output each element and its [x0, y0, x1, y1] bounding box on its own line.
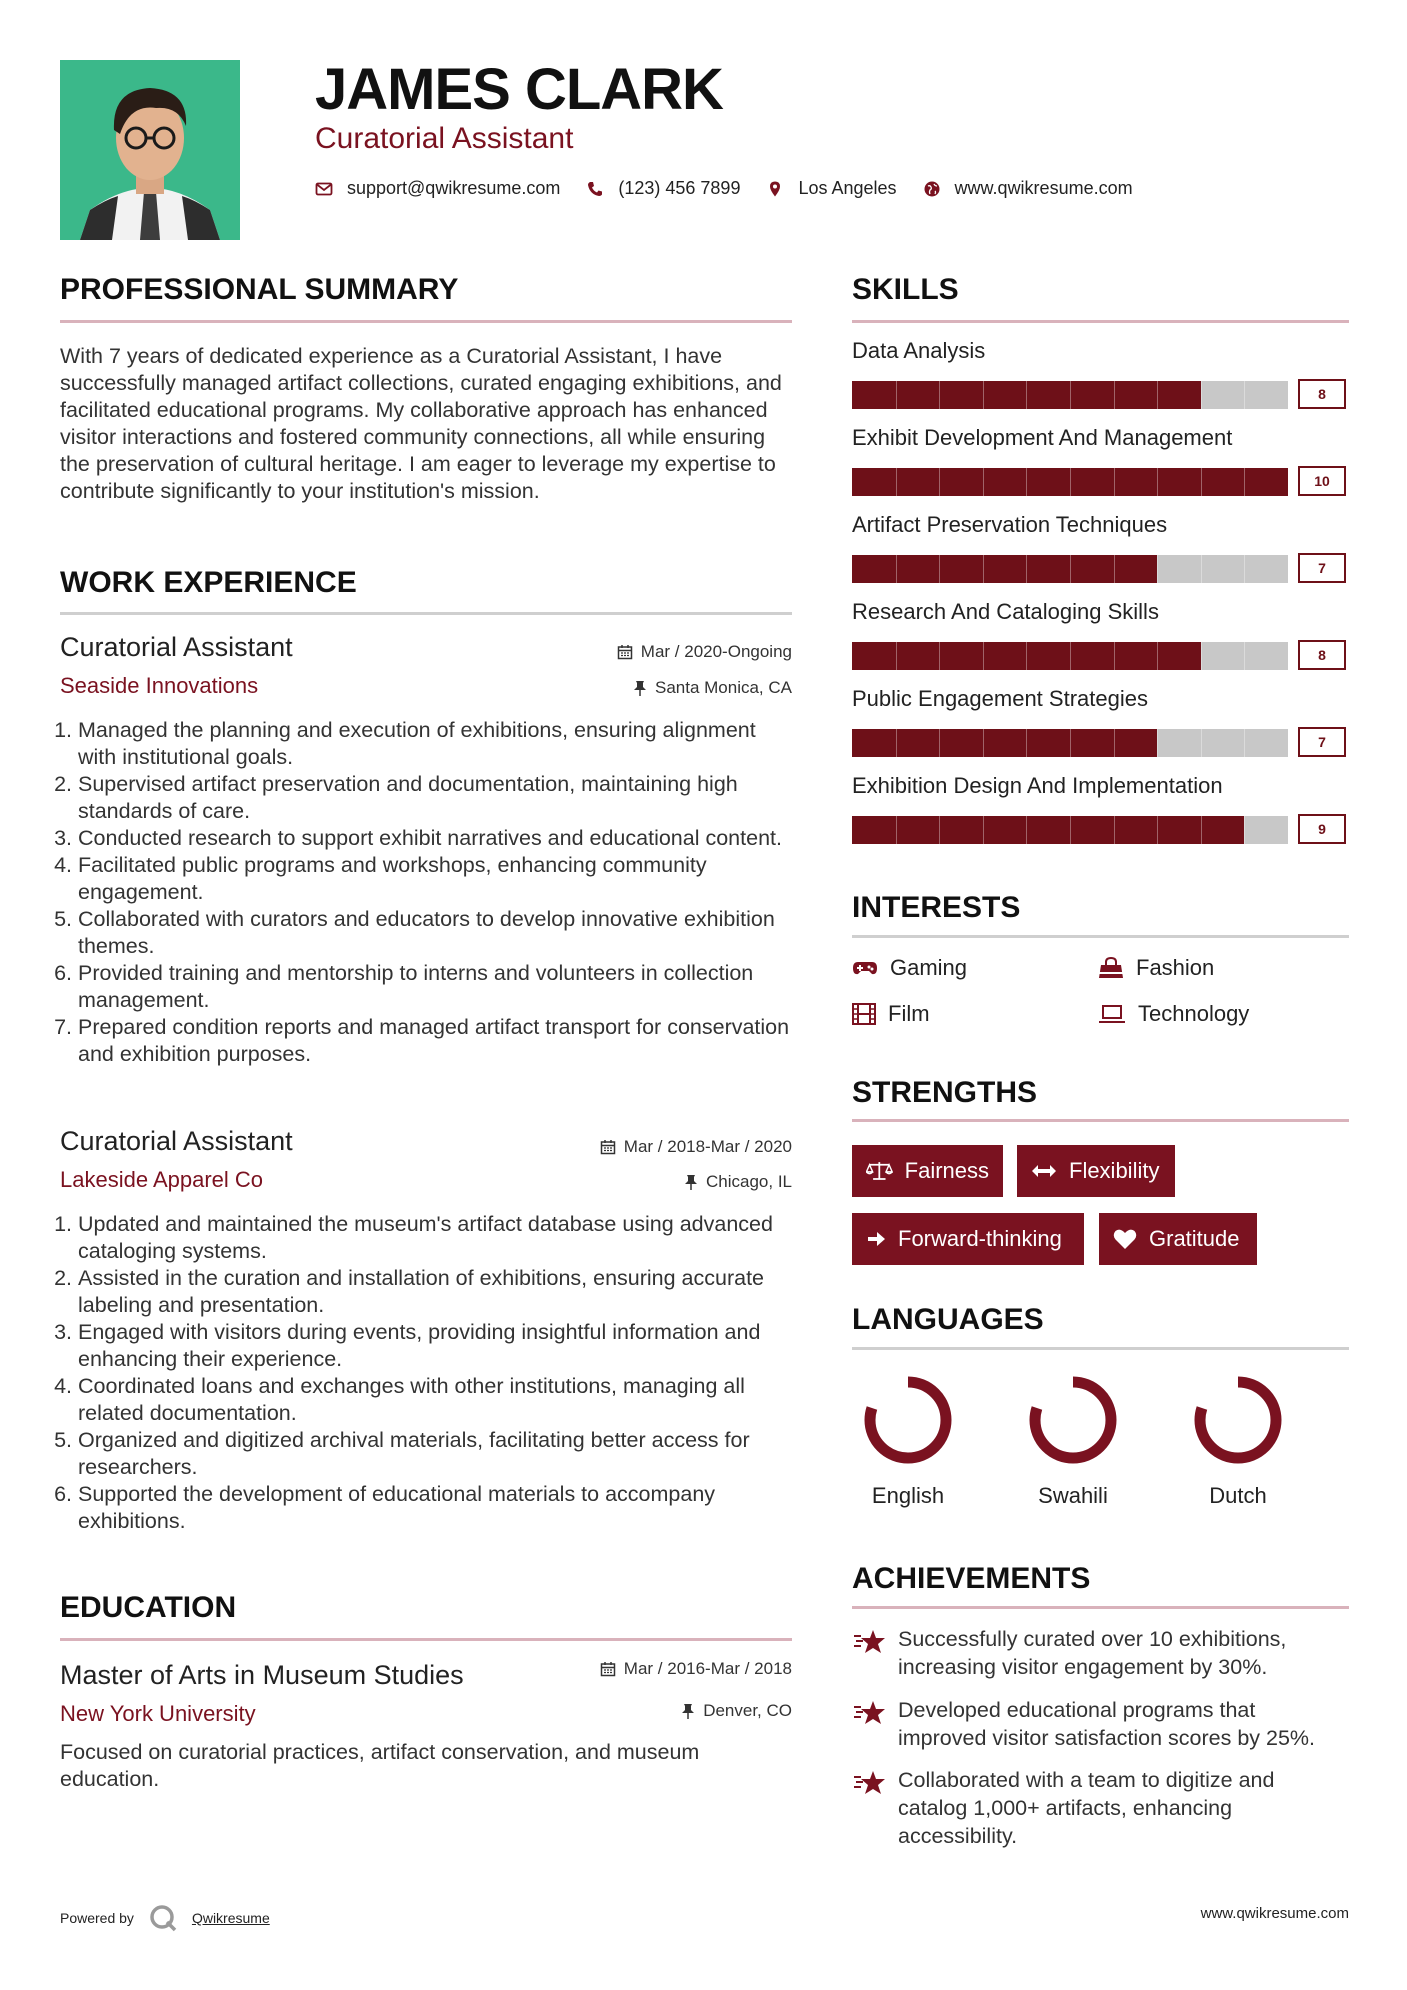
- skill-level-value: 8: [1298, 379, 1346, 409]
- footer-powered: [60, 1903, 270, 1933]
- skill-level-fill: [852, 729, 1157, 757]
- education-school: New York University: [60, 1701, 256, 1726]
- skill-level-value: 7: [1298, 727, 1346, 757]
- skill-bar-segment: [983, 468, 984, 496]
- job-1-bullet: 3. Conducted research to support exhibit narratives and educational content.: [78, 825, 792, 852]
- skill-bar-segment: [939, 555, 940, 583]
- pushpin-icon: [684, 1174, 698, 1190]
- skill-bar-segment: [939, 642, 940, 670]
- skill-bar-segment: [939, 816, 940, 844]
- skill-level-value: 7: [1298, 553, 1346, 583]
- skill-bar-segment: [1244, 642, 1245, 670]
- education-date-text: Mar / 2016-Mar / 2018: [623, 1659, 792, 1678]
- job-1-bullet: 1. Managed the planning and execution of exhibitions, ensuring alignment with institutional goals.: [78, 717, 792, 771]
- strength-label: Fairness: [904, 1158, 989, 1183]
- job-1-location-text: Santa Monica, CA: [654, 678, 792, 697]
- skill-bar-segment: [1026, 468, 1027, 496]
- skill-bar-segment: [1201, 555, 1202, 583]
- strength-gratitude: [1099, 1213, 1257, 1265]
- skill-name: Exhibit Development And Management: [852, 425, 1233, 450]
- experience-divider: [60, 612, 792, 615]
- achievement-item: [852, 1696, 1349, 1752]
- achievements-divider: [852, 1606, 1349, 1609]
- job-2-title: Curatorial Assistant: [60, 1126, 293, 1156]
- language-proficiency-arc: [1035, 1382, 1111, 1458]
- strength-flexibility: [1017, 1145, 1175, 1197]
- skill-level-fill: [852, 816, 1244, 844]
- skill-name: Research And Cataloging Skills: [852, 599, 1159, 624]
- skill-bar-segment: [1157, 729, 1158, 757]
- skill-bar-segment: [896, 729, 897, 757]
- job-1-bullet: 6. Provided training and mentorship to interns and volunteers in collection management.: [78, 960, 792, 1014]
- arrows-horizontal-icon: [1031, 1163, 1057, 1179]
- skill-level-bar: [852, 729, 1288, 757]
- summary-text: With 7 years of dedicated experience as a Curatorial Assistant, I have successfully managed artifact collections, curated engaging exhibitions, and facilitated educational programs. My collaborative approach has enhanced visitor interactions and fostered community connections, all while ensuring the preservation of cultural heritage. I am eager to leverage my expertise to contribute significantly to your institution's mission.: [60, 344, 782, 503]
- skill-bar-segment: [1070, 555, 1071, 583]
- pushpin-icon: [681, 1703, 695, 1719]
- achievement-text: Developed educational programs that improved visitor satisfaction scores by 25%.: [898, 1698, 1316, 1750]
- skill-bar-segment: [896, 381, 897, 409]
- skill-level-bar: [852, 816, 1288, 844]
- skill-level-bar: [852, 468, 1288, 496]
- skill-bar-segment: [1244, 468, 1245, 496]
- job-2-bullet: 6. Supported the development of educational materials to accompany exhibitions.: [78, 1481, 792, 1535]
- job-2-bullet: 3. Engaged with visitors during events, providing insightful information and enhancing their experience.: [78, 1319, 792, 1373]
- interest-film: [852, 1001, 930, 1027]
- interest-label: Film: [888, 1001, 930, 1026]
- skill-name: Exhibition Design And Implementation: [852, 773, 1223, 798]
- skill-level-value: 9: [1298, 814, 1346, 844]
- strength-label: Gratitude: [1149, 1226, 1240, 1251]
- skill-bar-segment: [983, 642, 984, 670]
- language-label: English: [871, 1483, 945, 1508]
- interests-divider: [852, 935, 1349, 938]
- star-achievement-icon: [852, 1627, 886, 1657]
- candidate-title: Curatorial Assistant: [315, 122, 574, 155]
- job-2-location-text: Chicago, IL: [706, 1172, 792, 1191]
- achievement-text: Successfully curated over 10 exhibitions, increasing visitor engagement by 30%.: [898, 1627, 1287, 1679]
- job-1-title: Curatorial Assistant: [60, 632, 293, 662]
- job-2-company: Lakeside Apparel Co: [60, 1167, 264, 1192]
- job-1-bullet: 2. Supervised artifact preservation and documentation, maintaining high standards of care.: [78, 771, 792, 825]
- skill-bar-segment: [896, 642, 897, 670]
- skill-bar-segment: [1201, 381, 1202, 409]
- contact-bar: [315, 178, 1159, 199]
- achievements-heading: ACHIEVEMENTS: [852, 1562, 1091, 1595]
- job-1-company: Seaside Innovations: [60, 673, 259, 698]
- phone-icon: [586, 180, 604, 198]
- contact-website[interactable]: www.qwikresume.com: [954, 178, 1133, 198]
- candidate-name: JAMES CLARK: [315, 57, 723, 122]
- job-2-location: [492, 1172, 792, 1192]
- skill-bar-segment: [939, 468, 940, 496]
- interest-technology: [1098, 1001, 1249, 1027]
- skill-bar-segment: [1070, 729, 1071, 757]
- education-divider: [60, 1638, 792, 1641]
- job-2-bullet: 1. Updated and maintained the museum's artifact database using advanced cataloging systems.: [78, 1211, 792, 1265]
- skill-bar-segment: [1114, 729, 1115, 757]
- experience-heading: WORK EXPERIENCE: [60, 566, 357, 599]
- star-achievement-icon: [852, 1698, 886, 1728]
- job-1-bullet: 4. Facilitated public programs and workshops, enhancing community engagement.: [78, 852, 792, 906]
- footer-url[interactable]: www.qwikresume.com: [1200, 1905, 1349, 1922]
- skill-bar-segment: [1201, 729, 1202, 757]
- job-1-date: [492, 642, 792, 662]
- skill-bar-segment: [1244, 729, 1245, 757]
- strength-forward-thinking: [852, 1213, 1084, 1265]
- skill-bar-segment: [1157, 555, 1158, 583]
- language-proficiency-ring: [1188, 1370, 1288, 1470]
- education-location: [492, 1701, 792, 1721]
- skill-level-fill: [852, 555, 1157, 583]
- skill-bar-segment: [1157, 642, 1158, 670]
- skill-bar-segment: [1114, 555, 1115, 583]
- skill-bar-segment: [1026, 729, 1027, 757]
- qwikresume-logo-icon: [148, 1903, 178, 1933]
- skill-bar-segment: [1026, 381, 1027, 409]
- skill-name: Artifact Preservation Techniques: [852, 512, 1168, 537]
- skill-bar-segment: [1114, 642, 1115, 670]
- interest-label: Fashion: [1136, 955, 1215, 980]
- job-2-bullet: 4. Coordinated loans and exchanges with other institutions, managing all related documentation.: [78, 1373, 792, 1427]
- pushpin-icon: [633, 680, 647, 696]
- skill-level-bar: [852, 381, 1288, 409]
- map-marker-icon: [766, 180, 784, 198]
- strength-label: Flexibility: [1069, 1158, 1160, 1183]
- strengths-divider: [852, 1119, 1349, 1122]
- contact-location: Los Angeles: [798, 178, 897, 198]
- skill-bar-segment: [896, 555, 897, 583]
- skill-bar-segment: [1201, 642, 1202, 670]
- skill-bar-segment: [1070, 816, 1071, 844]
- skill-bar-segment: [1070, 468, 1071, 496]
- calendar-icon: [600, 1661, 616, 1677]
- language-proficiency-arc: [1200, 1382, 1276, 1458]
- language-label: Swahili: [1038, 1483, 1108, 1508]
- calendar-icon: [600, 1139, 616, 1155]
- skill-bar-segment: [983, 555, 984, 583]
- achievement-item: [852, 1625, 1349, 1681]
- job-1-bullet: 5. Collaborated with curators and educators to develop innovative exhibition themes.: [78, 906, 792, 960]
- powered-by-label: Powered by: [60, 1910, 134, 1926]
- profile-photo: [60, 60, 240, 240]
- job-2-date: [492, 1137, 792, 1157]
- shopping-bag-icon: [1098, 957, 1124, 979]
- language-label: Dutch: [1209, 1483, 1267, 1508]
- language-proficiency-ring: [858, 1370, 958, 1470]
- interest-fashion: [1098, 955, 1214, 981]
- languages-heading: LANGUAGES: [852, 1303, 1044, 1336]
- heart-icon: [1113, 1228, 1137, 1250]
- skill-bar-segment: [1157, 468, 1158, 496]
- skill-bar-segment: [1244, 555, 1245, 583]
- languages-list: [852, 1370, 1349, 1520]
- skill-bar-segment: [1114, 468, 1115, 496]
- skill-bar-segment: [1244, 816, 1245, 844]
- job-1-bullets: [60, 717, 792, 1068]
- skill-bar-segment: [939, 729, 940, 757]
- achievement-text: Collaborated with a team to digitize and catalog 1,000+ artifacts, enhancing accessibility.: [898, 1768, 1275, 1848]
- calendar-icon: [617, 644, 633, 660]
- education-location-text: Denver, CO: [703, 1701, 792, 1720]
- strength-label: Forward-thinking: [898, 1226, 1062, 1251]
- star-achievement-icon: [852, 1768, 886, 1798]
- interest-label: Technology: [1138, 1001, 1250, 1026]
- skill-bar-segment: [1157, 816, 1158, 844]
- interest-gaming: [852, 955, 967, 981]
- skill-bar-segment: [1244, 381, 1245, 409]
- skill-bar-segment: [1070, 381, 1071, 409]
- brand-link[interactable]: Qwikresume: [191, 1910, 270, 1926]
- job-2-bullets: [60, 1211, 792, 1535]
- language-proficiency-arc: [870, 1382, 946, 1458]
- skill-bar-segment: [896, 468, 897, 496]
- skill-name: Public Engagement Strategies: [852, 686, 1148, 711]
- achievement-item: [852, 1766, 1349, 1850]
- education-heading: EDUCATION: [60, 1591, 237, 1624]
- skill-bar-segment: [896, 816, 897, 844]
- contact-phone[interactable]: (123) 456 7899: [618, 178, 741, 198]
- interests-heading: INTERESTS: [852, 891, 1021, 924]
- job-2-bullet: 5. Organized and digitized archival materials, facilitating better access for researchers.: [78, 1427, 792, 1481]
- skill-bar-segment: [1201, 468, 1202, 496]
- globe-icon: [923, 180, 941, 198]
- interest-label: Gaming: [890, 955, 968, 980]
- skill-bar-segment: [1157, 381, 1158, 409]
- skill-bar-segment: [1026, 816, 1027, 844]
- education-degree: Master of Arts in Museum Studies: [60, 1660, 464, 1690]
- laptop-icon: [1098, 1004, 1126, 1024]
- summary-heading: PROFESSIONAL SUMMARY: [60, 273, 459, 306]
- skill-bar-segment: [939, 381, 940, 409]
- summary-divider: [60, 320, 792, 323]
- skill-name: Data Analysis: [852, 338, 986, 363]
- skill-level-value: 10: [1298, 466, 1346, 496]
- education-date: [492, 1659, 792, 1679]
- skill-bar-segment: [1201, 816, 1202, 844]
- skill-bar-segment: [983, 729, 984, 757]
- job-2-bullet: 2. Assisted in the curation and installation of exhibitions, ensuring accurate labeling and presentation.: [78, 1265, 792, 1319]
- job-1-date-text: Mar / 2020-Ongoing: [640, 642, 792, 661]
- skill-bar-segment: [983, 816, 984, 844]
- skill-bar-segment: [983, 381, 984, 409]
- gamepad-icon: [852, 959, 878, 977]
- skill-bar-segment: [1026, 555, 1027, 583]
- film-icon: [852, 1003, 876, 1025]
- skill-level-value: 8: [1298, 640, 1346, 670]
- job-1-location: [492, 678, 792, 698]
- education-description: Focused on curatorial practices, artifact conservation, and museum education.: [60, 1740, 700, 1791]
- skills-list: [852, 338, 1349, 858]
- strength-fairness: [852, 1145, 1003, 1197]
- skills-divider: [852, 320, 1349, 323]
- skill-bar-segment: [1114, 381, 1115, 409]
- language-proficiency-ring: [1023, 1370, 1123, 1470]
- skill-bar-segment: [1070, 642, 1071, 670]
- skill-level-bar: [852, 642, 1288, 670]
- languages-divider: [852, 1347, 1349, 1350]
- job-1-bullet: 7. Prepared condition reports and managed artifact transport for conservation and exhibition purposes.: [78, 1014, 792, 1068]
- skills-heading: SKILLS: [852, 273, 959, 306]
- strengths-heading: STRENGTHS: [852, 1076, 1038, 1109]
- job-2-date-text: Mar / 2018-Mar / 2020: [623, 1137, 792, 1156]
- skill-level-bar: [852, 555, 1288, 583]
- contact-email[interactable]: support@qwikresume.com: [347, 178, 561, 198]
- skill-bar-segment: [1026, 642, 1027, 670]
- balance-scale-icon: [866, 1159, 893, 1183]
- arrow-right-icon: [866, 1229, 886, 1249]
- envelope-icon: [315, 180, 333, 198]
- skill-bar-segment: [1114, 816, 1115, 844]
